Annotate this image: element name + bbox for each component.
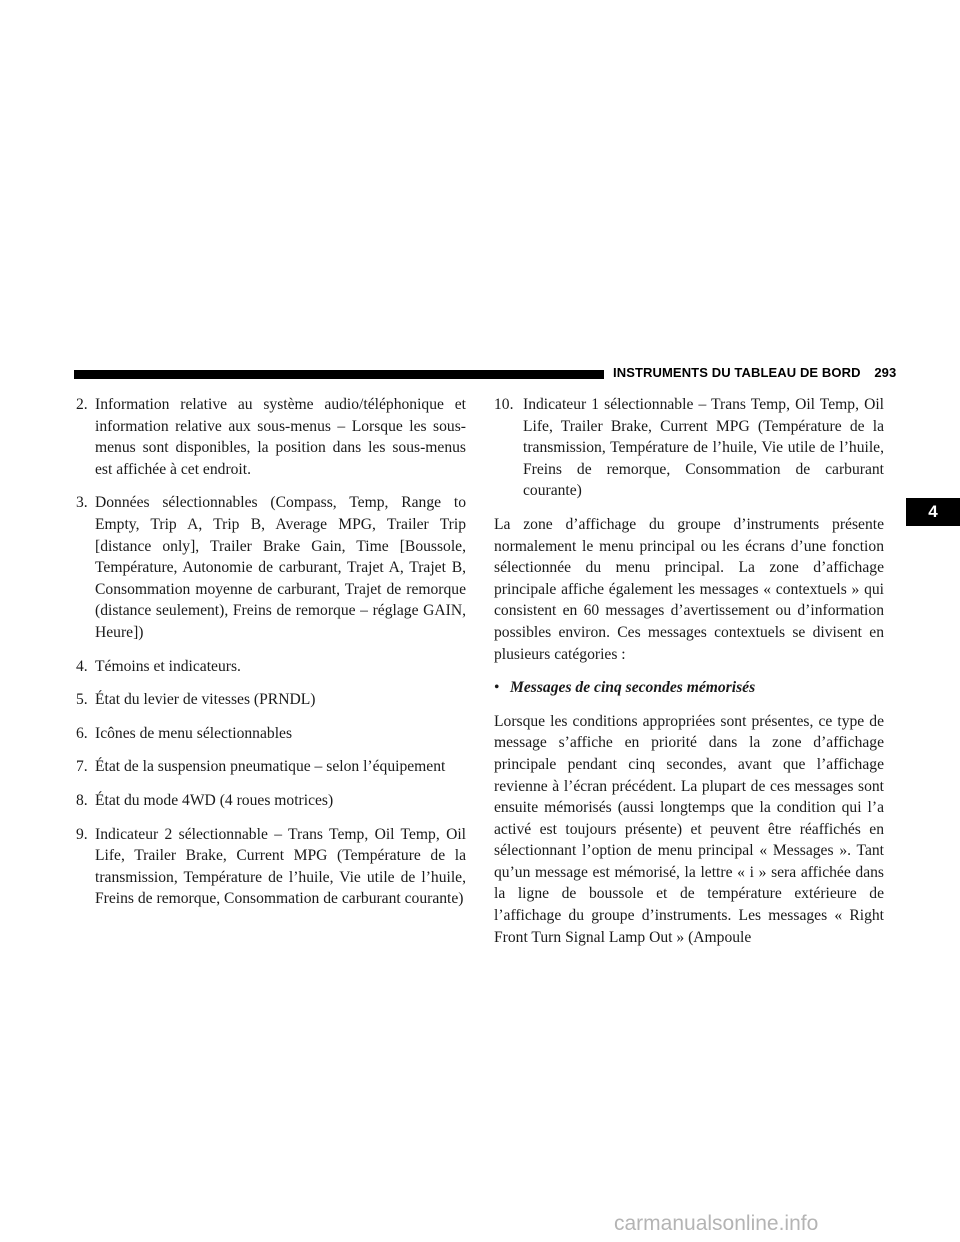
- item-number: 10.: [494, 396, 514, 413]
- list-item: [76, 756, 466, 778]
- header-rule: [74, 370, 604, 379]
- list-item: [76, 656, 466, 678]
- item-number: 9.: [76, 825, 88, 843]
- page-number: 293: [874, 365, 897, 380]
- item-number: 2.: [76, 396, 88, 413]
- running-header: [613, 365, 896, 380]
- list-item: [494, 394, 884, 502]
- item-text: Indicateur 2 sélectionnable – Trans Temp, Oil Temp, Oil Life, Trailer Brake, Current MPG (Température de la transmission, Température de l’huile, Vie utile de l’huile, Freins de remorque, Consommation de carburant courante): [95, 825, 466, 908]
- chapter-tab: 4: [906, 498, 960, 526]
- body-paragraph: La zone d’affichage du groupe d’instruments présente normalement le menu principal ou les écrans d’une fonction sélectionnée du menu principal. La zone d’affichage principale affiche également les messages « contextuels » qui consistent en 60 messages d’avertissement ou d’information possibles environ. Ces messages contextuels se divisent en plusieurs catégories :: [494, 515, 884, 663]
- body-paragraph: Lorsque les conditions appropriées sont présentes, ce type de message s’affiche en priorité dans la zone d’affichage principale pendant cinq secondes, avant que l’affichage revienne à l’écran précédent. La plupart de ces messages sont ensuite mémorisés (aussi longtemps que la condition qui l’a activé est toujours présente) et peuvent être réaffichés en sélectionnant l’option de menu principal « Messages ». Tant qu’un message est mémorisé, la lettre « i » sera affichée dans la ligne de boussole et de température extérieure de l’affichage du groupe d’instruments. Les messages « Right Front Turn Signal Lamp Out » (Ampoule: [494, 712, 884, 946]
- item-text: Indicateur 1 sélectionnable – Trans Temp, Oil Temp, Oil Life, Trailer Brake, Current MPG (Température de la transmission, Température de l’huile, Vie utile de l’huile, Freins de remorque, Consommation de carburant courante): [523, 396, 884, 500]
- item-text: Information relative au système audio/téléphonique et information relative aux sous-menus – Lorsque les sous-menus sont disponibles, la position dans les sous-menus est affichée à cet endroit.: [95, 396, 466, 478]
- left-column: [76, 394, 466, 922]
- right-column: [494, 394, 884, 960]
- bullet-icon: •: [494, 679, 500, 697]
- bullet-heading: [494, 677, 884, 699]
- item-number: 7.: [76, 758, 88, 776]
- watermark: carmanualsonline.info: [614, 1212, 819, 1235]
- item-number: 4.: [76, 657, 88, 675]
- item-text: État de la suspension pneumatique – selon l’équipement: [95, 758, 446, 776]
- list-item: [76, 790, 466, 812]
- list-item: [76, 394, 466, 480]
- list-item: [76, 824, 466, 910]
- section-title: INSTRUMENTS DU TABLEAU DE BORD: [613, 365, 861, 380]
- item-text: Icônes de menu sélectionnables: [95, 724, 293, 742]
- item-text: État du levier de vitesses (PRNDL): [95, 691, 316, 709]
- list-item: [76, 723, 466, 745]
- item-number: 3.: [76, 494, 88, 512]
- bullet-text: Messages de cinq secondes mémorisés: [510, 679, 756, 697]
- list-item: [76, 689, 466, 711]
- list-item: [76, 492, 466, 643]
- item-text: Témoins et indicateurs.: [95, 657, 241, 675]
- item-text: État du mode 4WD (4 roues motrices): [95, 791, 334, 809]
- item-number: 8.: [76, 791, 88, 809]
- item-number: 6.: [76, 724, 88, 742]
- item-text: Données sélectionnables (Compass, Temp, Range to Empty, Trip A, Trip B, Average MPG, Trailer Trip [distance only], Trailer Brake Gain, Time [Boussole, Température, Autonomie de carburant, Trajet A, Trajet B, Consommation moyenne de carburant, Trajet de remorque (distance seulement), Freins de remorque – réglage GAIN, Heure]): [95, 494, 466, 641]
- item-number: 5.: [76, 691, 88, 709]
